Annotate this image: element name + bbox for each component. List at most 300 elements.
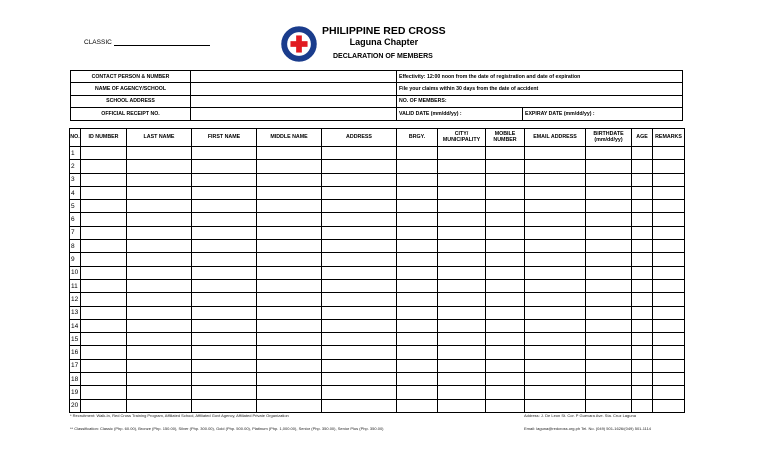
table-cell[interactable] <box>192 253 257 266</box>
table-cell[interactable] <box>586 373 632 386</box>
table-cell[interactable] <box>81 240 127 253</box>
table-cell[interactable] <box>81 160 127 173</box>
table-cell[interactable] <box>397 399 438 412</box>
table-cell[interactable] <box>257 240 322 253</box>
table-cell[interactable] <box>525 346 586 359</box>
table-cell[interactable] <box>632 399 653 412</box>
contact-value-cell[interactable] <box>191 71 397 83</box>
table-cell[interactable] <box>632 200 653 213</box>
table-cell[interactable] <box>438 253 486 266</box>
table-cell[interactable] <box>127 306 192 319</box>
table-cell[interactable] <box>653 186 685 199</box>
table-cell[interactable] <box>632 386 653 399</box>
table-row <box>70 319 685 332</box>
table-cell[interactable] <box>127 213 192 226</box>
table-cell[interactable] <box>257 293 322 306</box>
table-cell[interactable] <box>486 213 525 226</box>
table-cell[interactable] <box>81 147 127 160</box>
table-cell[interactable] <box>397 306 438 319</box>
table-cell[interactable] <box>127 266 192 279</box>
table-cell[interactable] <box>81 253 127 266</box>
table-cell[interactable] <box>322 279 397 292</box>
table-cell[interactable] <box>397 346 438 359</box>
table-cell[interactable] <box>81 306 127 319</box>
table-cell[interactable] <box>438 213 486 226</box>
table-cell[interactable] <box>525 266 586 279</box>
table-cell[interactable] <box>632 213 653 226</box>
table-row <box>70 306 685 319</box>
table-cell[interactable] <box>486 173 525 186</box>
table-cell[interactable] <box>81 319 127 332</box>
table-cell[interactable] <box>322 160 397 173</box>
table-cell[interactable] <box>438 279 486 292</box>
table-cell[interactable] <box>127 253 192 266</box>
table-cell[interactable] <box>486 226 525 239</box>
table-cell[interactable] <box>81 346 127 359</box>
receipt-label: OFFICIAL RECEIPT NO. <box>71 108 191 120</box>
members-table-body <box>70 147 685 413</box>
table-cell[interactable] <box>438 333 486 346</box>
table-cell[interactable] <box>653 346 685 359</box>
table-cell[interactable] <box>322 333 397 346</box>
table-cell[interactable] <box>653 240 685 253</box>
table-cell[interactable] <box>322 293 397 306</box>
table-cell[interactable] <box>438 226 486 239</box>
table-cell[interactable] <box>257 253 322 266</box>
agency-label: NAME OF AGENCY/SCHOOL <box>71 83 191 95</box>
table-cell[interactable] <box>81 186 127 199</box>
org-heading <box>322 25 446 47</box>
table-cell[interactable] <box>486 373 525 386</box>
table-cell[interactable] <box>653 333 685 346</box>
table-cell[interactable] <box>632 319 653 332</box>
table-cell[interactable] <box>192 213 257 226</box>
table-cell[interactable] <box>486 147 525 160</box>
table-cell[interactable] <box>586 186 632 199</box>
table-cell[interactable] <box>322 359 397 372</box>
table-cell[interactable] <box>438 399 486 412</box>
chapter-address: Address: J. De Leon St. Cor. P Guevara Ave. Sta. Cruz Laguna <box>524 413 636 418</box>
table-cell[interactable] <box>653 173 685 186</box>
table-cell[interactable] <box>81 266 127 279</box>
table-cell[interactable] <box>486 306 525 319</box>
table-cell[interactable] <box>438 240 486 253</box>
table-row <box>70 399 685 412</box>
table-cell[interactable] <box>127 359 192 372</box>
table-cell[interactable] <box>397 173 438 186</box>
table-cell[interactable] <box>525 253 586 266</box>
table-cell[interactable] <box>632 186 653 199</box>
table-cell[interactable] <box>586 346 632 359</box>
agency-value-cell[interactable] <box>191 83 397 95</box>
table-cell[interactable] <box>397 240 438 253</box>
table-cell[interactable] <box>586 306 632 319</box>
table-cell[interactable] <box>486 186 525 199</box>
table-cell[interactable] <box>525 173 586 186</box>
table-cell[interactable] <box>257 226 322 239</box>
table-cell[interactable] <box>257 333 322 346</box>
table-cell[interactable] <box>586 386 632 399</box>
table-cell[interactable] <box>192 160 257 173</box>
table-cell[interactable] <box>653 386 685 399</box>
table-cell[interactable] <box>486 399 525 412</box>
table-cell[interactable] <box>81 399 127 412</box>
table-cell[interactable] <box>127 279 192 292</box>
row-number: 14 <box>70 319 81 332</box>
table-cell[interactable] <box>438 160 486 173</box>
table-cell[interactable] <box>586 173 632 186</box>
table-cell[interactable] <box>525 293 586 306</box>
table-cell[interactable] <box>525 160 586 173</box>
table-cell[interactable] <box>322 240 397 253</box>
table-cell[interactable] <box>653 373 685 386</box>
table-cell[interactable] <box>632 266 653 279</box>
table-cell[interactable] <box>486 240 525 253</box>
claims-note: File your claims within 30 days from the date of accident <box>397 83 683 95</box>
table-cell[interactable] <box>653 399 685 412</box>
table-cell[interactable] <box>397 226 438 239</box>
table-cell[interactable] <box>257 359 322 372</box>
table-row <box>70 359 685 372</box>
row-number: 4 <box>70 186 81 199</box>
table-cell[interactable] <box>486 279 525 292</box>
table-cell[interactable] <box>438 173 486 186</box>
table-cell[interactable] <box>397 293 438 306</box>
table-cell[interactable] <box>486 346 525 359</box>
table-cell[interactable] <box>632 147 653 160</box>
table-cell[interactable] <box>397 266 438 279</box>
row-number: 10 <box>70 266 81 279</box>
table-cell[interactable] <box>322 253 397 266</box>
table-row <box>70 266 685 279</box>
table-row <box>70 147 685 160</box>
table-cell[interactable] <box>525 386 586 399</box>
table-cell[interactable] <box>586 293 632 306</box>
table-cell[interactable] <box>486 266 525 279</box>
col-remarks: REMARKS <box>653 129 685 147</box>
col-city: CITY/ MUNICIPALITY <box>438 129 486 147</box>
red-cross-logo-icon <box>280 25 318 63</box>
table-row <box>70 200 685 213</box>
row-number: 8 <box>70 240 81 253</box>
table-cell[interactable] <box>127 226 192 239</box>
table-cell[interactable] <box>438 386 486 399</box>
table-cell[interactable] <box>192 373 257 386</box>
table-cell[interactable] <box>397 160 438 173</box>
row-number: 3 <box>70 173 81 186</box>
table-cell[interactable] <box>397 147 438 160</box>
table-cell[interactable] <box>632 359 653 372</box>
table-cell[interactable] <box>322 346 397 359</box>
table-cell[interactable] <box>127 160 192 173</box>
info-table <box>70 70 683 121</box>
receipt-value-cell[interactable] <box>191 108 397 120</box>
table-cell[interactable] <box>322 306 397 319</box>
table-cell[interactable] <box>653 147 685 160</box>
table-cell[interactable] <box>322 399 397 412</box>
table-cell[interactable] <box>653 306 685 319</box>
row-number: 9 <box>70 253 81 266</box>
table-cell[interactable] <box>586 200 632 213</box>
effectivity-note: Effectivity: 12:00 noon from the date of registration and date of expiration <box>397 71 683 83</box>
table-cell[interactable] <box>257 279 322 292</box>
table-cell[interactable] <box>586 160 632 173</box>
table-cell[interactable] <box>127 200 192 213</box>
table-cell[interactable] <box>486 319 525 332</box>
table-cell[interactable] <box>257 147 322 160</box>
table-cell[interactable] <box>257 266 322 279</box>
table-cell[interactable] <box>525 186 586 199</box>
table-cell[interactable] <box>525 279 586 292</box>
table-cell[interactable] <box>257 186 322 199</box>
row-number: 15 <box>70 333 81 346</box>
table-cell[interactable] <box>586 333 632 346</box>
table-cell[interactable] <box>322 213 397 226</box>
table-cell[interactable] <box>257 346 322 359</box>
table-cell[interactable] <box>81 226 127 239</box>
table-cell[interactable] <box>322 173 397 186</box>
table-row <box>70 173 685 186</box>
table-row <box>70 253 685 266</box>
table-cell[interactable] <box>81 386 127 399</box>
table-cell[interactable] <box>486 253 525 266</box>
table-cell[interactable] <box>653 266 685 279</box>
table-cell[interactable] <box>586 359 632 372</box>
classic-label: CLASSIC <box>84 39 112 46</box>
table-cell[interactable] <box>632 373 653 386</box>
address-label: SCHOOL ADDRESS <box>71 95 191 107</box>
table-cell[interactable] <box>486 200 525 213</box>
table-cell[interactable] <box>397 359 438 372</box>
info-row <box>71 108 683 120</box>
row-number: 13 <box>70 306 81 319</box>
table-cell[interactable] <box>586 240 632 253</box>
members-table <box>69 128 685 413</box>
table-cell[interactable] <box>397 200 438 213</box>
members-label[interactable]: NO. OF MEMBERS: <box>397 95 683 107</box>
table-cell[interactable] <box>397 373 438 386</box>
classic-blank-line[interactable] <box>114 45 210 46</box>
table-cell[interactable] <box>525 240 586 253</box>
table-cell[interactable] <box>486 333 525 346</box>
table-cell[interactable] <box>438 306 486 319</box>
table-cell[interactable] <box>81 200 127 213</box>
table-cell[interactable] <box>257 213 322 226</box>
table-cell[interactable] <box>486 359 525 372</box>
table-cell[interactable] <box>81 373 127 386</box>
table-cell[interactable] <box>322 266 397 279</box>
table-cell[interactable] <box>192 226 257 239</box>
table-cell[interactable] <box>632 293 653 306</box>
table-cell[interactable] <box>586 226 632 239</box>
table-row <box>70 226 685 239</box>
table-cell[interactable] <box>486 386 525 399</box>
row-number: 12 <box>70 293 81 306</box>
table-cell[interactable] <box>81 359 127 372</box>
table-cell[interactable] <box>586 253 632 266</box>
col-id-number: ID NUMBER <box>81 129 127 147</box>
table-cell[interactable] <box>257 399 322 412</box>
table-cell[interactable] <box>653 319 685 332</box>
table-cell[interactable] <box>127 147 192 160</box>
table-cell[interactable] <box>127 399 192 412</box>
table-cell[interactable] <box>586 399 632 412</box>
table-cell[interactable] <box>525 306 586 319</box>
table-cell[interactable] <box>653 200 685 213</box>
table-cell[interactable] <box>257 173 322 186</box>
col-middle-name: MIDDLE NAME <box>257 129 322 147</box>
contact-label: CONTACT PERSON & NUMBER <box>71 71 191 83</box>
table-cell[interactable] <box>525 213 586 226</box>
col-birthdate: BIRTHDATE (mm/dd/yy) <box>586 129 632 147</box>
table-cell[interactable] <box>192 306 257 319</box>
table-cell[interactable] <box>192 266 257 279</box>
row-number: 7 <box>70 226 81 239</box>
table-cell[interactable] <box>397 279 438 292</box>
table-cell[interactable] <box>653 226 685 239</box>
valid-date-label[interactable]: VALID DATE (mm/dd/yy) : <box>397 108 523 120</box>
table-cell[interactable] <box>653 253 685 266</box>
table-cell[interactable] <box>127 293 192 306</box>
table-row <box>70 373 685 386</box>
table-cell[interactable] <box>438 346 486 359</box>
table-cell[interactable] <box>322 147 397 160</box>
table-cell[interactable] <box>525 200 586 213</box>
table-cell[interactable] <box>653 359 685 372</box>
table-cell[interactable] <box>438 266 486 279</box>
table-cell[interactable] <box>192 359 257 372</box>
table-cell[interactable] <box>257 386 322 399</box>
table-cell[interactable] <box>525 373 586 386</box>
table-cell[interactable] <box>632 226 653 239</box>
table-cell[interactable] <box>397 319 438 332</box>
table-cell[interactable] <box>127 333 192 346</box>
info-row <box>71 83 683 95</box>
info-row <box>71 95 683 107</box>
table-cell[interactable] <box>192 386 257 399</box>
table-cell[interactable] <box>127 346 192 359</box>
table-cell[interactable] <box>653 279 685 292</box>
table-cell[interactable] <box>322 373 397 386</box>
table-cell[interactable] <box>397 213 438 226</box>
table-cell[interactable] <box>81 213 127 226</box>
table-cell[interactable] <box>192 200 257 213</box>
row-number: 11 <box>70 279 81 292</box>
org-name: PHILIPPINE RED CROSS <box>322 25 446 37</box>
table-cell[interactable] <box>322 226 397 239</box>
row-number: 16 <box>70 346 81 359</box>
table-cell[interactable] <box>81 279 127 292</box>
table-cell[interactable] <box>438 359 486 372</box>
table-cell[interactable] <box>632 346 653 359</box>
table-cell[interactable] <box>653 213 685 226</box>
table-cell[interactable] <box>632 279 653 292</box>
table-cell[interactable] <box>586 279 632 292</box>
table-cell[interactable] <box>192 333 257 346</box>
table-cell[interactable] <box>192 186 257 199</box>
table-cell[interactable] <box>322 319 397 332</box>
table-cell[interactable] <box>397 253 438 266</box>
table-cell[interactable] <box>486 160 525 173</box>
table-cell[interactable] <box>653 160 685 173</box>
table-cell[interactable] <box>438 186 486 199</box>
table-cell[interactable] <box>192 293 257 306</box>
table-cell[interactable] <box>192 279 257 292</box>
table-cell[interactable] <box>586 319 632 332</box>
table-cell[interactable] <box>586 147 632 160</box>
table-cell[interactable] <box>192 399 257 412</box>
table-cell[interactable] <box>127 386 192 399</box>
table-row <box>70 386 685 399</box>
table-cell[interactable] <box>438 373 486 386</box>
table-cell[interactable] <box>192 319 257 332</box>
table-cell[interactable] <box>81 293 127 306</box>
table-cell[interactable] <box>632 173 653 186</box>
table-cell[interactable] <box>127 173 192 186</box>
table-row <box>70 160 685 173</box>
table-cell[interactable] <box>525 333 586 346</box>
address-value-cell[interactable] <box>191 95 397 107</box>
table-cell[interactable] <box>127 319 192 332</box>
table-cell[interactable] <box>257 319 322 332</box>
table-cell[interactable] <box>525 399 586 412</box>
table-cell[interactable] <box>127 240 192 253</box>
table-cell[interactable] <box>192 173 257 186</box>
table-cell[interactable] <box>438 200 486 213</box>
table-cell[interactable] <box>438 293 486 306</box>
header-row <box>70 129 685 147</box>
table-cell[interactable] <box>525 319 586 332</box>
table-cell[interactable] <box>525 359 586 372</box>
table-cell[interactable] <box>653 293 685 306</box>
table-cell[interactable] <box>632 160 653 173</box>
table-cell[interactable] <box>257 160 322 173</box>
table-cell[interactable] <box>632 240 653 253</box>
table-cell[interactable] <box>632 306 653 319</box>
col-mobile: MOBILE NUMBER <box>486 129 525 147</box>
table-cell[interactable] <box>632 333 653 346</box>
col-first-name: FIRST NAME <box>192 129 257 147</box>
table-cell[interactable] <box>257 306 322 319</box>
row-number: 17 <box>70 359 81 372</box>
table-cell[interactable] <box>81 173 127 186</box>
table-cell[interactable] <box>397 386 438 399</box>
expiry-date-label[interactable]: EXPIRAY DATE (mm/dd/yy) : <box>523 108 683 120</box>
chapter-contact: Email: laguna@redcross.org.ph Tel. No. (049) 501-1626/(049) 501-1114 <box>524 426 652 431</box>
table-cell[interactable] <box>438 319 486 332</box>
table-cell[interactable] <box>322 386 397 399</box>
table-cell[interactable] <box>322 186 397 199</box>
table-cell[interactable] <box>192 346 257 359</box>
table-cell[interactable] <box>257 200 322 213</box>
table-cell[interactable] <box>525 147 586 160</box>
table-cell[interactable] <box>397 186 438 199</box>
table-cell[interactable] <box>438 147 486 160</box>
table-cell[interactable] <box>192 147 257 160</box>
table-cell[interactable] <box>192 240 257 253</box>
table-cell[interactable] <box>127 373 192 386</box>
table-cell[interactable] <box>397 333 438 346</box>
table-cell[interactable] <box>322 200 397 213</box>
table-cell[interactable] <box>586 266 632 279</box>
table-cell[interactable] <box>81 333 127 346</box>
table-cell[interactable] <box>257 373 322 386</box>
table-cell[interactable] <box>586 213 632 226</box>
table-cell[interactable] <box>486 293 525 306</box>
table-cell[interactable] <box>127 186 192 199</box>
table-cell[interactable] <box>525 226 586 239</box>
table-cell[interactable] <box>632 253 653 266</box>
